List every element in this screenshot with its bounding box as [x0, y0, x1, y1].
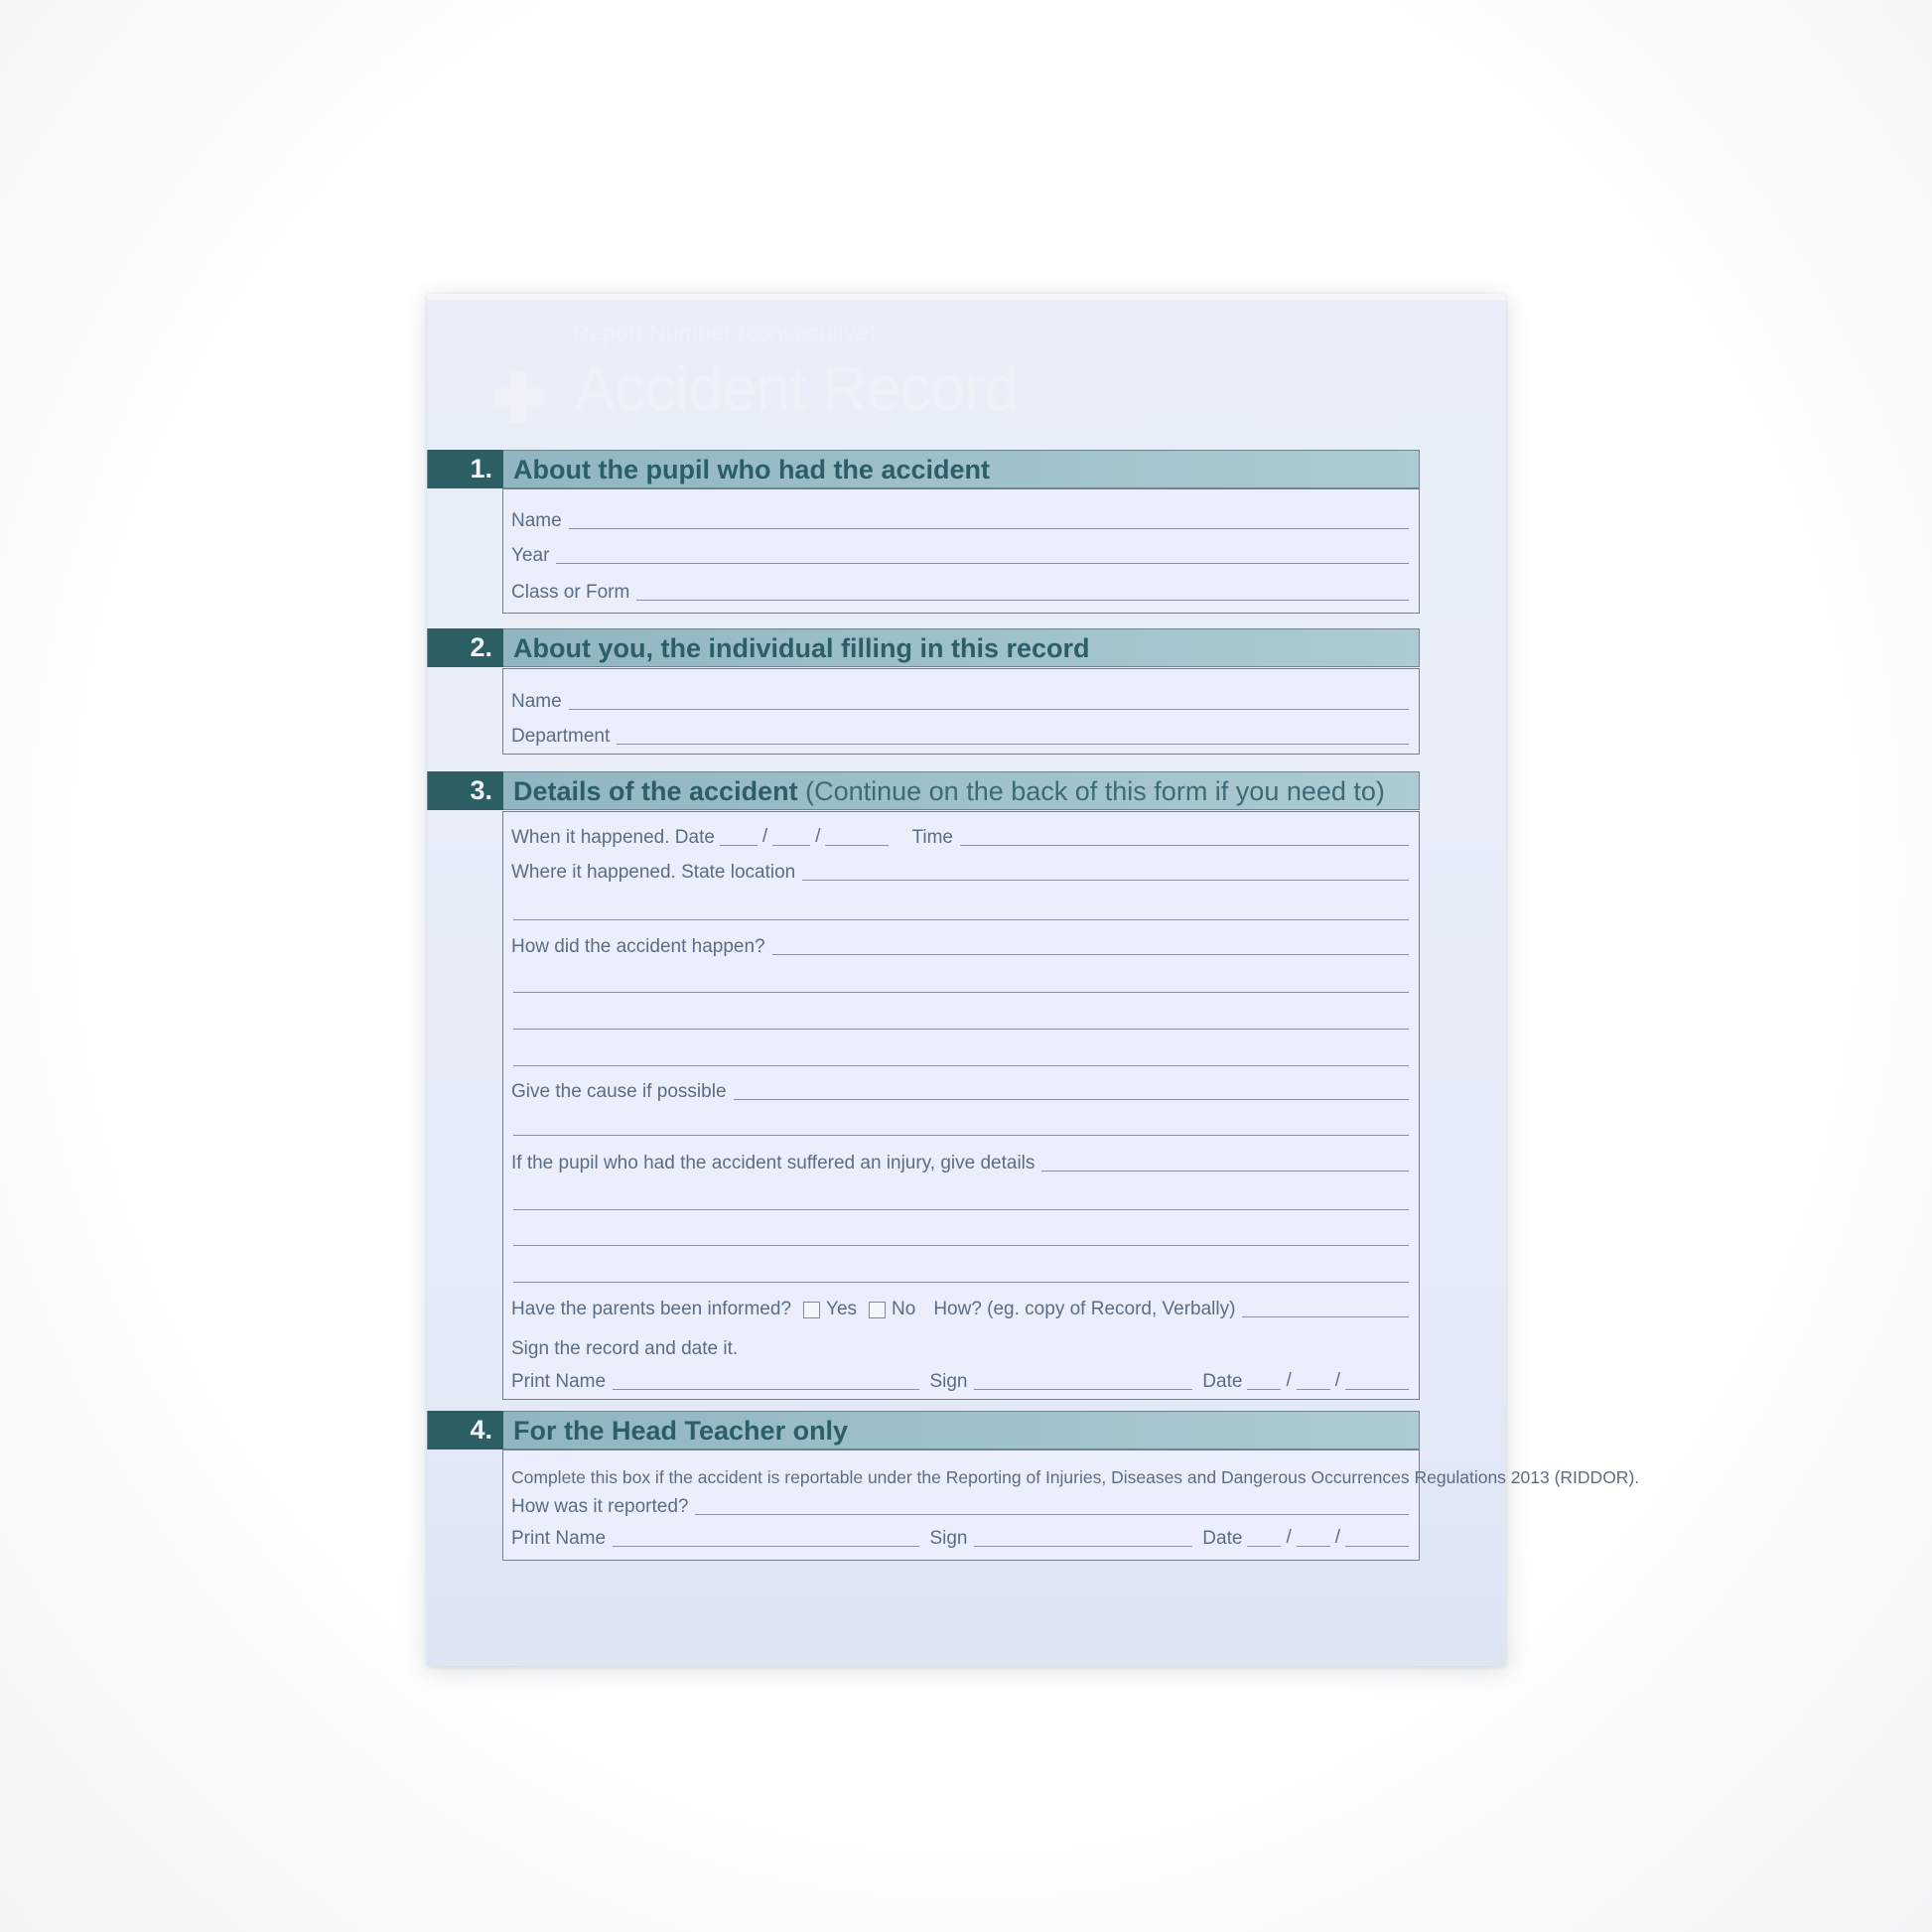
field-how-reported	[511, 1494, 1409, 1518]
date-year-blank[interactable]	[1345, 1389, 1409, 1390]
field-injury-details	[511, 1151, 1409, 1174]
pupil-name-line[interactable]	[569, 528, 1409, 529]
section-4-header	[427, 1411, 1420, 1449]
section-3-signature-row	[511, 1369, 1409, 1393]
section-4-signature-row	[511, 1526, 1409, 1550]
time-line[interactable]	[960, 845, 1409, 846]
where-happened-line[interactable]	[802, 880, 1409, 881]
date-day-blank[interactable]	[720, 845, 758, 846]
injury-details-line-3[interactable]	[513, 1245, 1409, 1246]
where-happened-line-2[interactable]	[513, 919, 1409, 920]
injury-details-label: If the pupil who had the accident suffered an injury, give details	[511, 1153, 1035, 1173]
date-slash: /	[1334, 1370, 1340, 1391]
pupil-year-line[interactable]	[556, 563, 1409, 564]
yes-label: Yes	[826, 1299, 858, 1319]
date-month-blank[interactable]	[1297, 1389, 1330, 1390]
section-3-body	[502, 811, 1420, 1400]
date-slash: /	[1286, 1527, 1292, 1548]
report-number-label: Report Number (consecutive)	[573, 320, 877, 345]
section-2-title: About you, the individual filling in this record	[513, 633, 1090, 663]
date-day-blank[interactable]	[1247, 1546, 1281, 1547]
parents-informed-label: Have the parents been informed?	[511, 1299, 792, 1319]
pupil-year-label: Year	[511, 545, 550, 566]
date-slash: /	[761, 826, 768, 847]
field-parents-informed	[511, 1297, 1409, 1320]
date-slash: /	[1286, 1370, 1292, 1391]
field-department	[511, 724, 1409, 748]
print-name-line[interactable]	[613, 1546, 919, 1547]
how-reported-line[interactable]	[695, 1514, 1409, 1515]
sign-line[interactable]	[974, 1389, 1192, 1390]
date-label: Date	[1202, 1371, 1243, 1392]
sign-instruction-row	[511, 1336, 1409, 1360]
print-name-label: Print Name	[511, 1528, 607, 1549]
department-label: Department	[511, 726, 611, 747]
date-label: Date	[1202, 1528, 1243, 1549]
field-cause	[511, 1079, 1409, 1103]
field-class-or-form	[511, 580, 1409, 604]
form-header	[427, 300, 1506, 429]
date-day-blank[interactable]	[1247, 1389, 1281, 1390]
section-3-title	[513, 776, 1385, 807]
how-reported-label: How was it reported?	[511, 1496, 689, 1517]
section-4-title: For the Head Teacher only	[513, 1416, 849, 1446]
how-informed-line[interactable]	[1242, 1316, 1409, 1317]
section-1-number: 1.	[428, 450, 503, 488]
section-1-header	[427, 450, 1420, 488]
how-happened-label: How did the accident happen?	[511, 936, 765, 957]
date-slash: /	[815, 826, 821, 847]
section-1-title: About the pupil who had the accident	[513, 455, 990, 484]
field-filler-name	[511, 689, 1409, 713]
field-where-happened	[511, 860, 1409, 884]
section-3-header	[427, 771, 1420, 810]
injury-details-line-2[interactable]	[513, 1209, 1409, 1210]
print-name-label: Print Name	[511, 1371, 607, 1392]
date-year-blank[interactable]	[825, 845, 889, 846]
filler-name-label: Name	[511, 691, 562, 712]
date-slash: /	[1334, 1527, 1340, 1548]
sign-label: Sign	[929, 1528, 968, 1549]
page-title: Accident Record	[574, 354, 1019, 424]
sign-line[interactable]	[974, 1546, 1192, 1547]
no-label: No	[892, 1299, 916, 1319]
riddor-note: Complete this box if the accident is reportable under the Reporting of Injuries, Diseases and Dangerous Occurrences Regulations 2013 (RIDDOR).	[511, 1467, 1640, 1487]
injury-details-line-4[interactable]	[513, 1282, 1409, 1283]
date-month-blank[interactable]	[1297, 1546, 1330, 1547]
date-month-blank[interactable]	[772, 845, 810, 846]
how-informed-label: How? (eg. copy of Record, Verbally)	[933, 1299, 1236, 1319]
yes-checkbox[interactable]	[803, 1302, 820, 1318]
section-3-number: 3.	[428, 771, 503, 810]
section-1-body	[502, 488, 1420, 614]
no-checkbox[interactable]	[869, 1302, 886, 1318]
injury-details-line[interactable]	[1041, 1171, 1409, 1172]
how-happened-line-4[interactable]	[513, 1065, 1409, 1066]
pupil-name-label: Name	[511, 510, 562, 531]
field-pupil-year	[511, 543, 1409, 567]
section-3-title-note: (Continue on the back of this form if you need to)	[805, 776, 1385, 806]
section-4-number: 4.	[428, 1411, 503, 1449]
print-name-line[interactable]	[613, 1389, 919, 1390]
field-when-happened	[511, 825, 1409, 849]
cause-line[interactable]	[734, 1099, 1409, 1100]
section-2-number: 2.	[428, 628, 503, 667]
section-4-body	[502, 1449, 1640, 1561]
section-3-title-main: Details of the accident	[513, 776, 798, 806]
section-2-body	[502, 668, 1420, 755]
riddor-note-row	[511, 1464, 1640, 1488]
class-or-form-label: Class or Form	[511, 582, 630, 603]
medical-cross-icon	[493, 371, 544, 423]
field-how-happened	[511, 934, 1409, 958]
department-line[interactable]	[617, 744, 1409, 745]
class-or-form-line[interactable]	[636, 600, 1409, 601]
date-year-blank[interactable]	[1345, 1546, 1409, 1547]
field-pupil-name	[511, 508, 1409, 532]
when-happened-label: When it happened. Date	[511, 827, 715, 848]
sign-label: Sign	[929, 1371, 968, 1392]
time-label: Time	[911, 827, 954, 848]
filler-name-line[interactable]	[569, 709, 1409, 710]
title-row	[427, 354, 1506, 429]
accident-record-form	[427, 294, 1640, 1666]
section-2-header	[427, 628, 1420, 667]
where-happened-label: Where it happened. State location	[511, 862, 796, 883]
how-happened-line-2[interactable]	[513, 992, 1409, 993]
how-happened-line[interactable]	[772, 954, 1409, 955]
how-happened-line-3[interactable]	[513, 1029, 1409, 1030]
cause-line-2[interactable]	[513, 1135, 1409, 1136]
sign-instruction: Sign the record and date it.	[511, 1338, 739, 1359]
cause-label: Give the cause if possible	[511, 1081, 727, 1102]
